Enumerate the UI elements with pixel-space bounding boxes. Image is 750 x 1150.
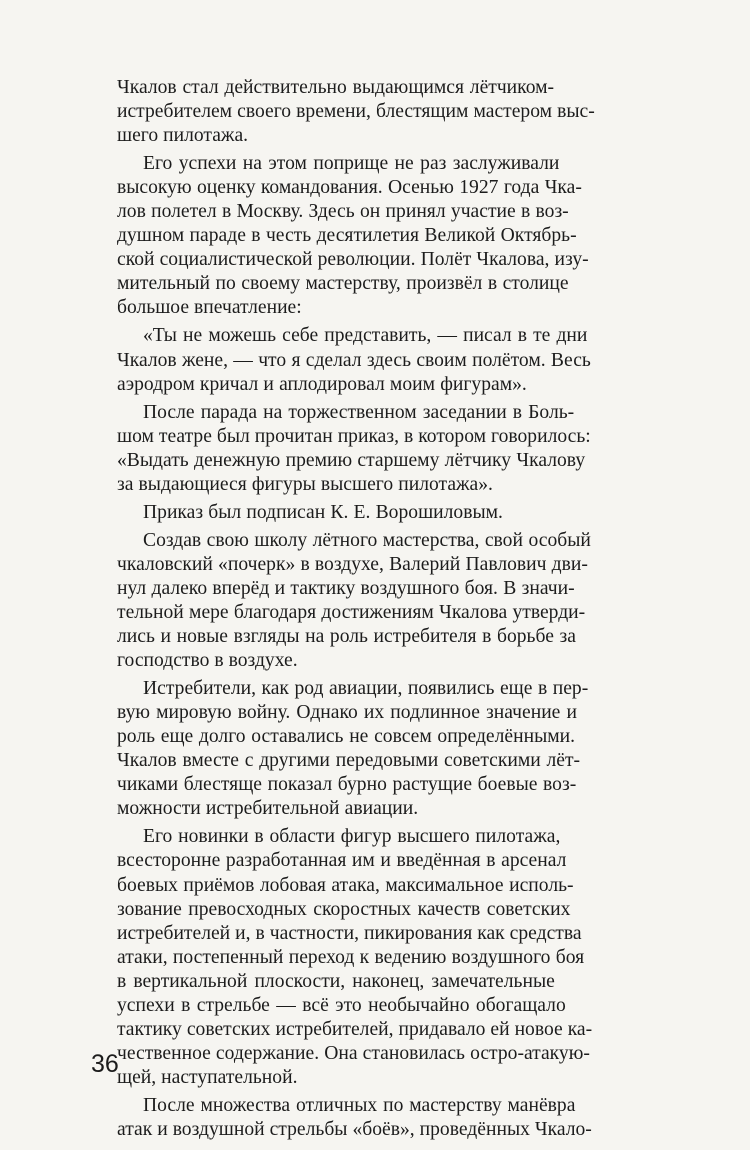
text-line: успехи в стрельбе — всё это необычайно обогащало xyxy=(117,994,566,1016)
page-number: 36 xyxy=(91,1050,119,1078)
text-line: нул далеко вперёд и тактику воздушного боя. В значи- xyxy=(117,577,575,599)
text-line: высокую оценку командования. Осенью 1927 года Чка- xyxy=(117,177,582,199)
text-line: аэродром кричал и аплодировал моим фигурам». xyxy=(117,373,527,395)
text-line: в вертикальной плоскости, наконец, замечательные xyxy=(117,970,555,992)
body-text xyxy=(117,76,636,1142)
text-line: за выдающиеся фигуры высшего пилотажа». xyxy=(117,473,493,495)
text-line: господство в воздухе. xyxy=(117,650,298,672)
paragraph-first-line: Истребители, как род авиации, появились еще в пер- xyxy=(143,678,589,700)
text-line: щей, наступательной. xyxy=(117,1066,298,1088)
text-line: ской социалистической революции. Полёт Чкалова, изу- xyxy=(117,249,589,271)
text-line: истребителей и, в частности, пикирования как средства xyxy=(117,922,582,944)
text-line: чиками блестяще показал бурно растущие боевые воз- xyxy=(117,774,577,796)
paragraph-first-line: Приказ был подписан К. Е. Ворошиловым. xyxy=(143,501,503,523)
text-line: тельной мере благодаря достижениям Чкалова утверди- xyxy=(117,601,586,623)
text-line: можности истребительной авиации. xyxy=(117,798,419,820)
text-line: зование превосходных скоростных качеств советских xyxy=(117,898,571,920)
text-line: Чкалов вместе с другими передовыми советскими лёт- xyxy=(117,750,581,772)
text-line: всесторонне разработанная им и введённая в арсенал xyxy=(117,850,567,872)
text-line: «Выдать денежную премию старшему лётчику Чкалову xyxy=(117,449,586,471)
paragraph-first-line: «Ты не можешь себе представить, — писал в те дни xyxy=(143,325,588,347)
text-line: боевых приёмов лобовая атака, максимальное исполь- xyxy=(117,874,574,896)
text-line: шом театре был прочитан приказ, в котором говорилось: xyxy=(117,425,591,447)
text-line: лов полетел в Москву. Здесь он принял участие в воз- xyxy=(117,201,569,223)
text-line: чкаловский «почерк» в воздухе, Валерий Павлович дви- xyxy=(117,553,588,575)
text-line: Чкалов жене, — что я сделал здесь своим полётом. Весь xyxy=(117,349,591,371)
paragraph-first-line: После парада на торжественном заседании в Боль- xyxy=(143,401,575,423)
paragraph-first-line: После множества отличных по мастерству манёвра xyxy=(143,1094,576,1116)
text-line: роль еще долго оставались не совсем определёнными. xyxy=(117,726,576,748)
text-line: лись и новые взгляды на роль истребителя в борьбе за xyxy=(117,626,576,648)
text-line: мительный по своему мастерству, произвёл в столице xyxy=(117,273,569,295)
paragraph-first-line: Создав свою школу лётного мастерства, свой особый xyxy=(143,529,591,551)
text-line: тактику советских истребителей, придавало ей новое ка- xyxy=(117,1018,593,1040)
text-line: вую мировую войну. Однако их подлинное значение и xyxy=(117,702,577,724)
paragraph-first-line: Его новинки в области фигур высшего пилотажа, xyxy=(143,826,561,848)
text-line: Чкалов стал действительно выдающимся лётчиком- xyxy=(117,77,555,98)
text-line: истребителем своего времени, блестящим мастером выс- xyxy=(117,101,595,123)
text-line: душном параде в честь десятилетия Великой Октябрь- xyxy=(117,225,577,247)
text-line: шего пилотажа. xyxy=(117,125,249,147)
text-line: чественное содержание. Она становилась остро-атакую- xyxy=(117,1042,590,1064)
paragraph-first-line: Его успехи на этом поприще не раз заслуживали xyxy=(143,153,560,175)
text-line: атаки, постепенный переход к ведению воздушного боя xyxy=(117,946,585,968)
text-line: большое впечатление: xyxy=(117,297,302,319)
text-line: атак и воздушной стрельбы «боёв», проведённых Чкало- xyxy=(117,1118,592,1140)
